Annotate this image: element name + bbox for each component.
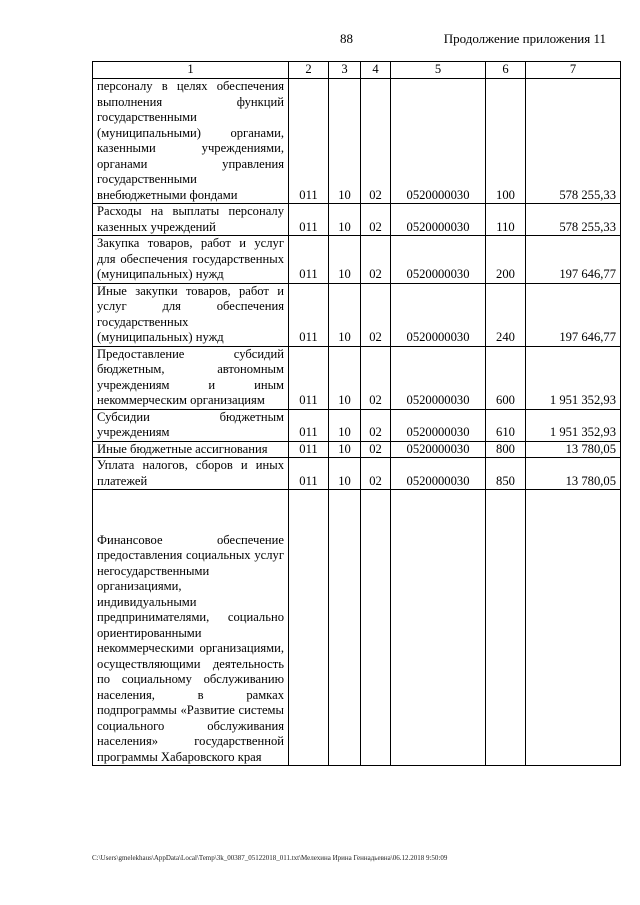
table-row: [93, 458, 621, 490]
column-header: 4: [361, 62, 391, 79]
amount: 197 646,77: [526, 283, 621, 346]
column-header: 5: [391, 62, 486, 79]
subsection-code: 02: [361, 204, 391, 236]
row-description: Иные бюджетные ассигнования: [93, 441, 289, 458]
table-row: [93, 441, 621, 458]
expense-type-code: 110: [486, 204, 526, 236]
expense-type-code: 800: [486, 441, 526, 458]
target-article-code: 0520000030: [391, 441, 486, 458]
table-row: [93, 236, 621, 284]
target-article-code: 0520000030: [391, 204, 486, 236]
page-number: 88: [340, 31, 353, 46]
subsection-code: 02: [361, 441, 391, 458]
amount: 578 255,33: [526, 79, 621, 204]
amount: 13 780,05: [526, 441, 621, 458]
ministry-code: 011: [289, 409, 329, 441]
file-path-footer: C:\Users\gmelekhaus\AppData\Local\Temp\3k_00387_05122018_011.txt\Мелехина Ирина Геннадьевна\06.12.2018 9:50:09: [92, 854, 448, 862]
table-row: [93, 490, 621, 766]
section-code: 10: [329, 79, 361, 204]
expense-type-code: 850: [486, 458, 526, 490]
row-description: Расходы на выплаты персоналу казенных учреждений: [93, 204, 289, 236]
column-header: 2: [289, 62, 329, 79]
table-row: [93, 283, 621, 346]
amount: 1 951 352,93: [526, 346, 621, 409]
expense-type-code: 610: [486, 409, 526, 441]
amount: 197 646,77: [526, 236, 621, 284]
section-code: 10: [329, 458, 361, 490]
amount: 1 951 352,93: [526, 409, 621, 441]
subsection-code: 02: [361, 458, 391, 490]
ministry-code: 011: [289, 79, 329, 204]
subsection-code: 02: [361, 79, 391, 204]
column-header: 7: [526, 62, 621, 79]
target-article-code: 0520000030: [391, 409, 486, 441]
row-description: Иные закупки товаров, работ и услуг для обеспечения государственных (муниципальных) нужд: [93, 283, 289, 346]
ministry-code: 011: [289, 458, 329, 490]
continuation-note: Продолжение приложения 11: [443, 31, 606, 46]
amount: 13 780,05: [526, 458, 621, 490]
table-row: [93, 409, 621, 441]
subsection-code: [361, 490, 391, 766]
target-article-code: 0520000030: [391, 346, 486, 409]
expense-type-code: 240: [486, 283, 526, 346]
section-code: 10: [329, 283, 361, 346]
section-code: 10: [329, 236, 361, 284]
column-header: 3: [329, 62, 361, 79]
column-header: 1: [93, 62, 289, 79]
table-row: [93, 204, 621, 236]
row-description: персоналу в целях обеспечения выполнения функций государственными (муниципальными) органами, казенными учреждениями, органами управления государственными внебюджетными фондами: [93, 79, 289, 204]
amount: [526, 490, 621, 766]
row-description: Закупка товаров, работ и услуг для обеспечения государственных (муниципальных) нужд: [93, 236, 289, 284]
target-article-code: 0520000030: [391, 283, 486, 346]
section-code: 10: [329, 409, 361, 441]
target-article-code: 0520000030: [391, 79, 486, 204]
expense-type-code: 600: [486, 346, 526, 409]
row-description: Предоставление субсидий бюджетным, автономным учреждениям и иным некоммерческим организациям: [93, 346, 289, 409]
section-code: 10: [329, 346, 361, 409]
budget-table: [92, 61, 621, 766]
subsection-code: 02: [361, 283, 391, 346]
section-code: [329, 490, 361, 766]
row-description: Субсидии бюджетным учреждениям: [93, 409, 289, 441]
target-article-code: [391, 490, 486, 766]
section-code: 10: [329, 204, 361, 236]
target-article-code: 0520000030: [391, 236, 486, 284]
row-description: Уплата налогов, сборов и иных платежей: [93, 458, 289, 490]
row-description: Финансовое обеспечение предоставления социальных услуг негосударственными организациями, индивидуальными предпринимателями, социально ориентированными некоммерческими организациями, осуществляющими деятельность по социальному обслуживанию населения, в рамках подпрограммы «Развитие системы социального обслуживания населения» государственной программы Хабаровского края: [93, 490, 289, 766]
table-row: [93, 79, 621, 204]
expense-type-code: 100: [486, 79, 526, 204]
amount: 578 255,33: [526, 204, 621, 236]
ministry-code: [289, 490, 329, 766]
expense-type-code: 200: [486, 236, 526, 284]
ministry-code: 011: [289, 204, 329, 236]
ministry-code: 011: [289, 346, 329, 409]
expense-type-code: [486, 490, 526, 766]
ministry-code: 011: [289, 441, 329, 458]
table-header-row: [93, 62, 621, 79]
subsection-code: 02: [361, 236, 391, 284]
target-article-code: 0520000030: [391, 458, 486, 490]
ministry-code: 011: [289, 283, 329, 346]
table-row: [93, 346, 621, 409]
column-header: 6: [486, 62, 526, 79]
subsection-code: 02: [361, 409, 391, 441]
subsection-code: 02: [361, 346, 391, 409]
ministry-code: 011: [289, 236, 329, 284]
section-code: 10: [329, 441, 361, 458]
